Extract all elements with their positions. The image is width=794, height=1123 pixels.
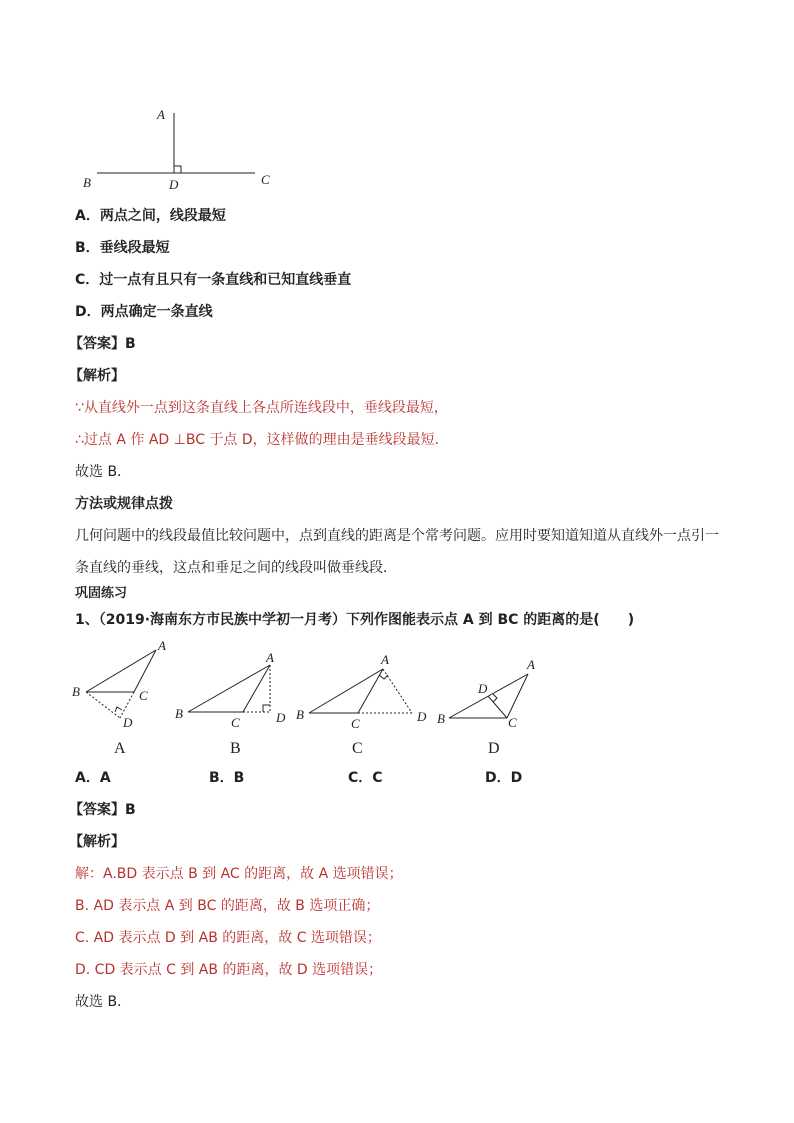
- point-label-d: D: [169, 177, 179, 192]
- fig-c-label-c: C: [351, 716, 360, 731]
- fig-c-label-b: B: [296, 707, 304, 722]
- fig-b-label-c: C: [231, 715, 240, 730]
- conclusion-1: 故选 B．: [75, 464, 132, 480]
- option2-c: C．C: [348, 770, 383, 786]
- fig-a-label-a: A: [158, 638, 166, 653]
- fig-d-label-a: A: [527, 657, 535, 672]
- fig-b-label-b: B: [175, 706, 183, 721]
- question-1: 1、（2019·海南东方市民族中学初一月考）下列作图能表示点 A 到 BC 的距离的是( ): [75, 612, 635, 628]
- option2-d: D．D: [485, 770, 523, 786]
- analysis2-line-4: D. CD 表示点 C 到 AB 的距离，故 D 选项错误；: [75, 962, 383, 978]
- conclusion-2: 故选 B．: [75, 994, 132, 1010]
- fig-d-label-b: B: [437, 711, 445, 726]
- analysis2-line-3: C. AD 表示点 D 到 AB 的距离，故 C 选项错误；: [75, 930, 381, 946]
- fig-a-label-d: D: [123, 715, 133, 730]
- analysis2-line-2: B. AD 表示点 A 到 BC 的距离，故 B 选项正确；: [75, 898, 380, 914]
- fig-d-label-c: C: [508, 715, 517, 730]
- answer-label: 【答案】B: [69, 336, 136, 352]
- fig-a-label-c: C: [139, 688, 148, 703]
- option-b: B．垂线段最短: [75, 240, 170, 256]
- fig-caption-d: D: [488, 740, 500, 757]
- option2-a: A．A: [75, 770, 111, 786]
- fig-c-label-d: D: [417, 709, 427, 724]
- point-label-c: C: [261, 172, 270, 187]
- analysis-line-1: ∵从直线外一点到这条直线上各点所连线段中，垂线段最短，: [75, 400, 448, 416]
- point-label-b: B: [83, 175, 91, 190]
- practice-title: 巩固练习: [75, 586, 128, 601]
- option2-b: B．B: [209, 770, 245, 786]
- answer2-label: 【答案】B: [69, 802, 136, 818]
- fig-a-label-b: B: [72, 684, 80, 699]
- method-title: 方法或规律点拨: [75, 496, 173, 512]
- analysis2-line-1: 解：A.BD 表示点 B 到 AC 的距离，故 A 选项错误；: [75, 866, 403, 882]
- fig-c-label-a: A: [381, 652, 389, 667]
- option-c: C．过一点有且只有一条直线和已知直线垂直: [75, 272, 352, 288]
- fig-b-label-d: D: [276, 710, 286, 725]
- method-line-1: 几何问题中的线段最值比较问题中，点到直线的距离是个常考问题。应用时要知道知道从直线外一点引一: [75, 528, 719, 544]
- analysis-line-2: ∴过点 A 作 AD ⊥BC 于点 D，这样做的理由是垂线段最短．: [75, 432, 449, 448]
- option-a: A．两点之间，线段最短: [75, 208, 226, 224]
- analysis-label: 【解析】: [69, 368, 125, 384]
- fig-caption-a: A: [114, 740, 126, 757]
- point-label-a: A: [157, 107, 165, 122]
- option-d: D．两点确定一条直线: [75, 304, 213, 320]
- fig-b-label-a: A: [266, 650, 274, 665]
- analysis2-label: 【解析】: [69, 834, 125, 850]
- fig-caption-b: B: [230, 740, 241, 757]
- fig-d-label-d: D: [478, 681, 488, 696]
- method-line-2: 条直线的垂线，这点和垂足之间的线段叫做垂线段．: [75, 560, 397, 576]
- fig-caption-c: C: [352, 740, 363, 757]
